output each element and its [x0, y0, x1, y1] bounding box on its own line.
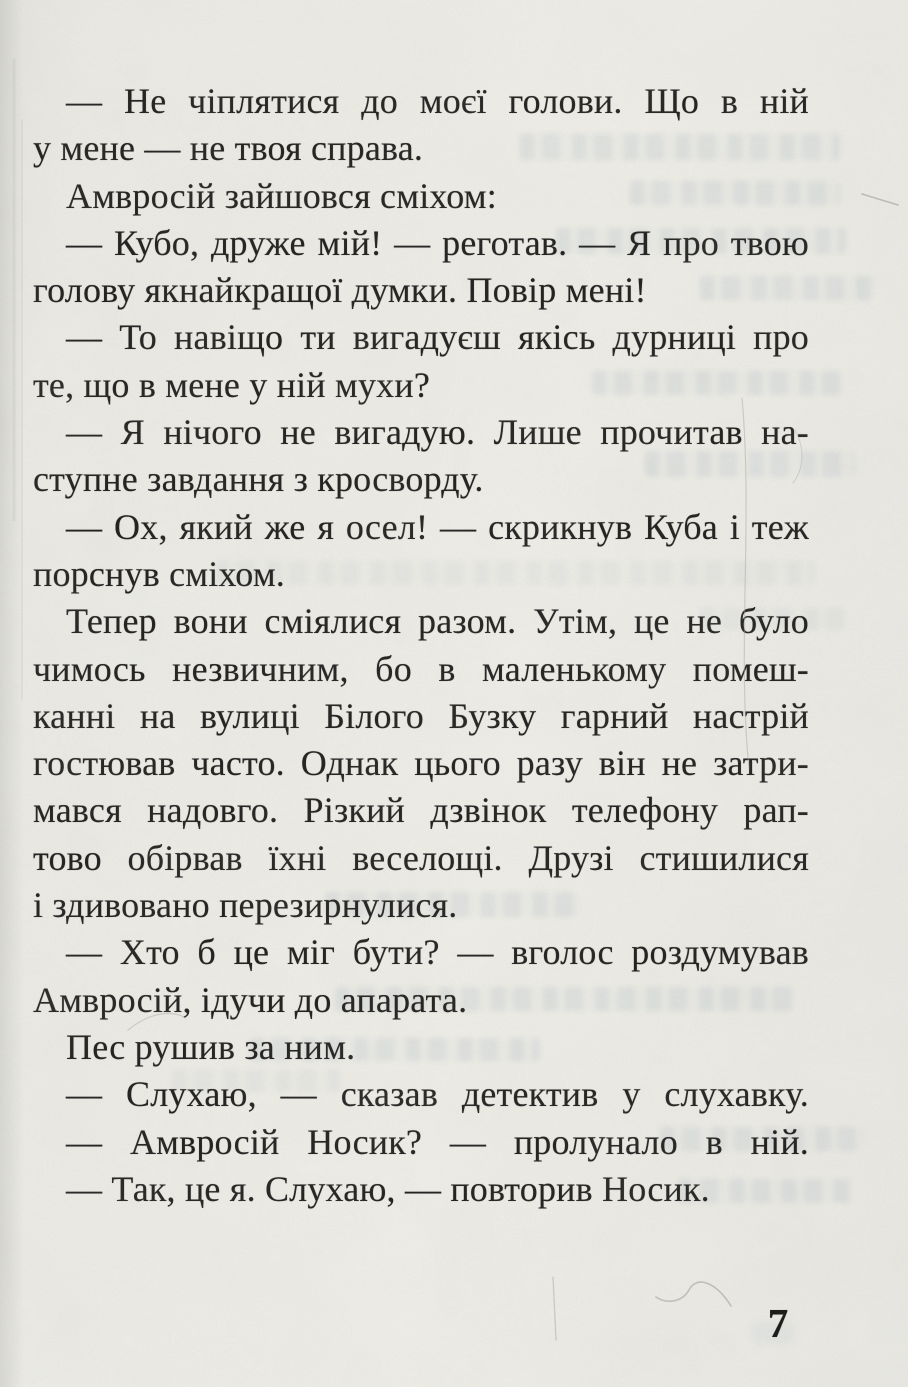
text-line: — Амвросій Носик? — пролунало в ній. [66, 1121, 809, 1162]
text-line: тово обірвав їхні веселощі. Друзі стишилися [33, 837, 809, 878]
text-line: Тепер вони сміялися разом. Утім, це не було [66, 601, 809, 642]
scan-edge-shading [0, 0, 28, 1387]
text-line: — Хто б це міг бути? — вголос роздумував [66, 932, 809, 973]
text-line: гостював часто. Однак цього разу він не затри- [33, 743, 809, 784]
page-number: 7 [767, 1300, 789, 1346]
text-line: порснув сміхом. [33, 553, 285, 594]
text-line: — Слухаю, — сказав детектив у слухавку. [66, 1074, 809, 1115]
text-line: Амвросій зайшовся сміхом: [66, 175, 497, 216]
text-line: канні на вулиці Білого Бузку гарний настрій [33, 695, 809, 736]
text-line: те, що в мене у ній мухи? [33, 364, 430, 405]
text-line: голову якнайкращої думки. Повір мені! [33, 270, 647, 311]
text-line: ступне завдання з кросворду. [33, 459, 484, 500]
text-line: — То навіщо ти вигадуєш якісь дурниці про [66, 317, 809, 358]
text-line: і здивовано перезирнулися. [33, 885, 458, 926]
page-text [33, 78, 809, 1213]
text-line: мався надовго. Різкий дзвінок телефону рап- [33, 790, 809, 831]
text-line: — Ох, який же я осел! — скрикнув Куба і теж [66, 506, 809, 547]
text-line: у мене — не твоя справа. [33, 128, 424, 169]
text-line: — Не чіплятися до моєї голови. Що в ній [66, 81, 809, 121]
text-line: чимось незвичним, бо в маленькому помеш- [33, 648, 809, 689]
text-line: — Кубо, друже мій! — реготав. — Я про твою [66, 222, 809, 263]
text-line: — Я нічого не вигадую. Лише прочитав на- [66, 412, 809, 453]
text-line: Пес рушив за ним. [66, 1026, 356, 1067]
text-line: — Так, це я. Слухаю, — повторив Носик. [66, 1168, 710, 1209]
text-line: Амвросій, ідучи до апарата. [33, 979, 468, 1020]
